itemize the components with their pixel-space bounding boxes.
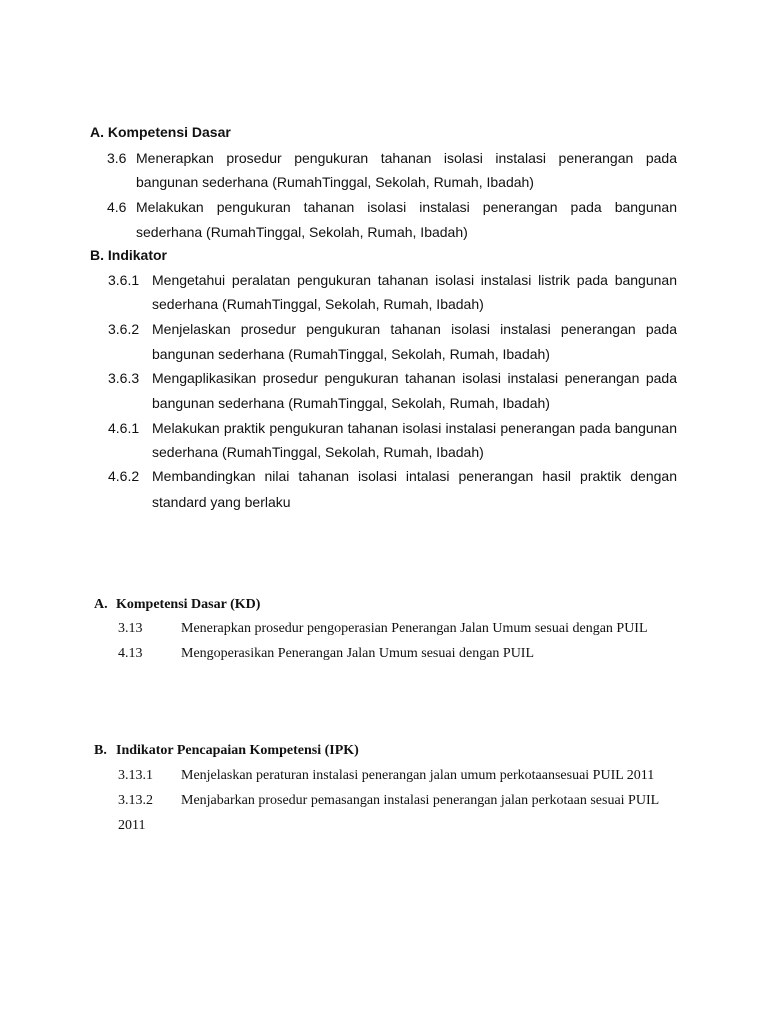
indikator-item-number: 4.6.2: [108, 468, 140, 484]
kd-heading-2-letter: A.: [94, 597, 108, 612]
kd-heading-2-text: Kompetensi Dasar (KD): [116, 597, 261, 612]
kd-item-text: Menerapkan prosedur pengoperasian Penerangan Jalan Umum sesuai dengan PUIL: [181, 621, 648, 636]
indikator-item-number: 3.6.2: [108, 321, 140, 337]
kd-item-text: Mengoperasikan Penerangan Jalan Umum sesuai dengan PUIL: [181, 646, 535, 661]
indikator-item-text: Menjelaskan prosedur pengukuran tahanan isolasi instalasi penerangan pada: [152, 321, 677, 337]
ipk-heading: [94, 743, 359, 759]
indikator-heading: B. Indikator: [90, 247, 168, 263]
indikator-item-number: 4.6.1: [108, 420, 140, 436]
ipk-item-text: Menjelaskan peraturan instalasi penerangan jalan umum perkotaansesuai PUIL 2011: [181, 768, 655, 783]
ipk-item-number: 3.13.1: [118, 768, 153, 783]
indikator-item-number: 3.6.3: [108, 370, 140, 386]
kd-item-number: 4.13: [118, 646, 143, 661]
kd-item-text-cont: bangunan sederhana (RumahTinggal, Sekolah, Rumah, Ibadah): [136, 174, 534, 190]
ipk-item-text-cont: 2011: [118, 818, 146, 833]
ipk-heading-letter: B.: [94, 743, 107, 758]
indikator-item-number: 3.6.1: [108, 272, 140, 288]
kd-item-number: 3.6: [107, 150, 127, 166]
indikator-item-text-cont: sederhana (RumahTinggal, Sekolah, Rumah, Ibadah): [152, 296, 484, 312]
indikator-item-text-cont: standard yang berlaku: [152, 494, 291, 510]
kd-item-text: Menerapkan prosedur pengukuran tahanan isolasi instalasi penerangan pada: [136, 150, 677, 166]
indikator-item-text-cont: bangunan sederhana (RumahTinggal, Sekolah, Rumah, Ibadah): [152, 395, 550, 411]
indikator-item-text-cont: bangunan sederhana (RumahTinggal, Sekolah, Rumah, Ibadah): [152, 346, 550, 362]
indikator-item-text: Mengaplikasikan prosedur pengukuran tahanan isolasi instalasi penerangan pada: [152, 370, 677, 386]
indikator-item-text: Melakukan praktik pengukuran tahanan isolasi instalasi penerangan pada bangunan: [152, 420, 677, 436]
kd-item-text: Melakukan pengukuran tahanan isolasi instalasi penerangan pada bangunan: [136, 199, 677, 215]
kd-heading-2: [94, 597, 260, 613]
indikator-item-text: Mengetahui peralatan pengukuran tahanan isolasi instalasi listrik pada bangunan: [152, 272, 677, 288]
indikator-item-text-cont: sederhana (RumahTinggal, Sekolah, Rumah, Ibadah): [152, 444, 484, 460]
ipk-item-text: Menjabarkan prosedur pemasangan instalasi penerangan jalan perkotaan sesuai PUIL: [181, 793, 660, 808]
kd-item-text-cont: sederhana (RumahTinggal, Sekolah, Rumah, Ibadah): [136, 224, 468, 240]
ipk-item-number: 3.13.2: [118, 793, 153, 808]
ipk-heading-text: Indikator Pencapaian Kompetensi (IPK): [116, 743, 359, 758]
kd-heading: A. Kompetensi Dasar: [90, 124, 231, 140]
indikator-item-text: Membandingkan nilai tahanan isolasi intalasi penerangan hasil praktik dengan: [152, 468, 677, 484]
kd-item-number: 4.6: [107, 199, 127, 215]
kd-item-number: 3.13: [118, 621, 143, 636]
